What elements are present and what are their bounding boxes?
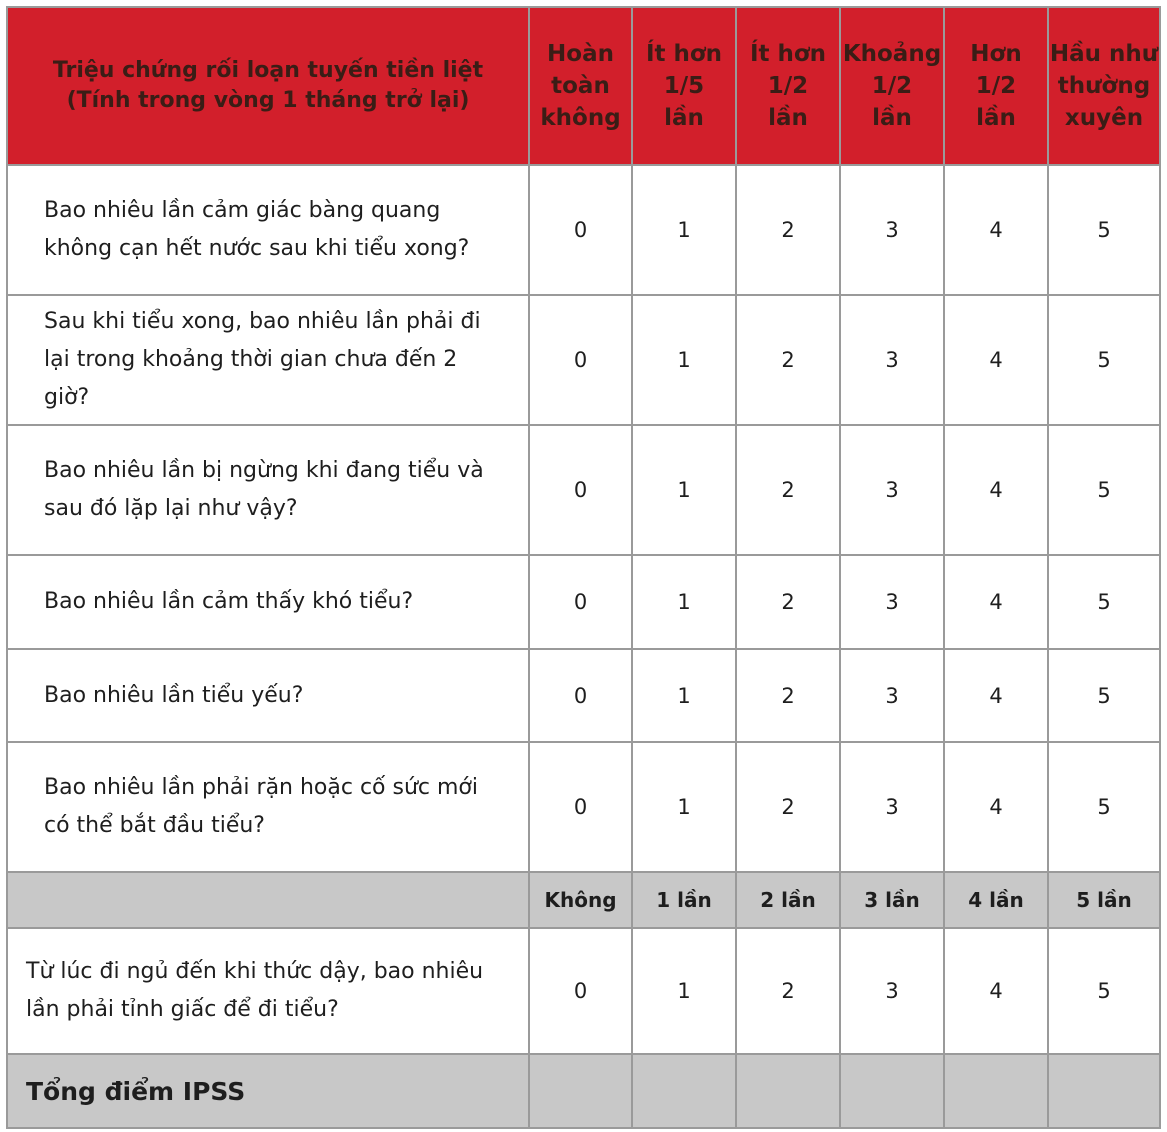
question-text-5: Bao nhiêu lần tiểu yếu? [7,649,529,742]
total-score-label: Tổng điểm IPSS [7,1054,529,1128]
score-cell: 0 [529,165,632,295]
header-col-1-line-3: lần [664,105,704,131]
question-text-3: Bao nhiêu lần bị ngừng khi đang tiểu và sau đó lặp lại như vậy? [7,425,529,555]
header-col-4 [944,7,1048,165]
score-cell: 5 [1048,295,1160,425]
score-cell: 3 [840,295,944,425]
score-cell: 2 [736,928,840,1054]
header-col-0-line-1: Hoàn [547,41,614,67]
header-col-4-line-2: 1/2 [975,73,1017,99]
header-col-1-line-2: 1/5 [663,73,705,99]
header-col-3-line-3: lần [872,105,912,131]
question-row-6 [7,742,1160,872]
score-cell: 0 [529,742,632,872]
question-text-2: Sau khi tiểu xong, bao nhiêu lần phải đi lại trong khoảng thời gian chưa đến 2 giờ? [7,295,529,425]
question-text-4: Bao nhiêu lần cảm thấy khó tiểu? [7,555,529,649]
subheader-cell: Không [529,872,632,928]
header-col-1 [632,7,736,165]
total-score-cell [840,1054,944,1128]
question-row-1 [7,165,1160,295]
score-cell: 0 [529,555,632,649]
header-col-3 [840,7,944,165]
nocturia-question-text: Từ lúc đi ngủ đến khi thức dậy, bao nhiêu lần phải tỉnh giấc để đi tiểu? [7,928,529,1054]
score-cell: 2 [736,742,840,872]
score-cell: 3 [840,425,944,555]
nocturia-row [7,928,1160,1054]
subheader-cell: 1 lần [632,872,736,928]
question-text-1: Bao nhiêu lần cảm giác bàng quang không cạn hết nước sau khi tiểu xong? [7,165,529,295]
header-col-5-line-3: xuyên [1064,105,1144,131]
header-title-line-1: Triệu chứng rối loạn tuyến tiền liệt [52,58,484,83]
score-cell: 4 [944,295,1048,425]
score-cell: 2 [736,295,840,425]
score-cell: 1 [632,165,736,295]
total-score-cell [632,1054,736,1128]
score-cell: 4 [944,649,1048,742]
header-col-1-line-1: Ít hơn [645,41,723,67]
header-title [7,7,529,165]
header-col-5-line-2: thường [1057,73,1151,99]
subheader-cell: 5 lần [1048,872,1160,928]
header-col-2-line-3: lần [768,105,808,131]
total-score-cell [736,1054,840,1128]
score-cell: 1 [632,742,736,872]
ipss-table-container [6,6,1161,1129]
question-row-2 [7,295,1160,425]
score-cell: 5 [1048,928,1160,1054]
total-score-cell [529,1054,632,1128]
score-cell: 0 [529,425,632,555]
score-cell: 2 [736,425,840,555]
header-col-0 [529,7,632,165]
score-cell: 1 [632,649,736,742]
score-cell: 3 [840,165,944,295]
score-cell: 0 [529,295,632,425]
score-cell: 5 [1048,165,1160,295]
score-cell: 0 [529,928,632,1054]
subheader-cell: 3 lần [840,872,944,928]
score-cell: 4 [944,425,1048,555]
score-cell: 3 [840,928,944,1054]
header-col-2-line-2: 1/2 [767,73,809,99]
header-col-0-line-3: không [540,105,621,131]
header-col-2 [736,7,840,165]
ipss-table [6,6,1161,1129]
header-col-5-line-1: Hầu như [1049,41,1159,67]
total-score-row [7,1054,1160,1128]
total-score-cell [944,1054,1048,1128]
question-text-6: Bao nhiêu lần phải rặn hoặc cố sức mới có thể bắt đầu tiểu? [7,742,529,872]
score-cell: 5 [1048,555,1160,649]
question-row-3 [7,425,1160,555]
score-cell: 1 [632,425,736,555]
score-cell: 3 [840,742,944,872]
total-score-cell [1048,1054,1160,1128]
score-cell: 4 [944,742,1048,872]
score-cell: 5 [1048,649,1160,742]
header-title-line-2: (Tính trong vòng 1 tháng trở lại) [66,88,470,113]
score-cell: 1 [632,555,736,649]
header-col-5 [1048,7,1160,165]
subheader-empty-cell [7,872,529,928]
header-col-4-line-3: lần [976,105,1016,131]
header-col-2-line-1: Ít hơn [749,41,827,67]
score-cell: 2 [736,649,840,742]
score-cell: 5 [1048,742,1160,872]
score-cell: 5 [1048,425,1160,555]
subheader-cell: 2 lần [736,872,840,928]
score-cell: 4 [944,555,1048,649]
score-cell: 3 [840,649,944,742]
score-cell: 1 [632,295,736,425]
score-cell: 4 [944,165,1048,295]
question-row-4 [7,555,1160,649]
header-col-4-line-1: Hơn [970,41,1022,67]
frequency-subheader-row [7,872,1160,928]
question-row-5 [7,649,1160,742]
header-col-3-line-1: Khoảng [842,41,942,67]
header-row [7,7,1160,165]
header-col-3-line-2: 1/2 [871,73,913,99]
score-cell: 0 [529,649,632,742]
score-cell: 1 [632,928,736,1054]
score-cell: 4 [944,928,1048,1054]
score-cell: 3 [840,555,944,649]
score-cell: 2 [736,555,840,649]
score-cell: 2 [736,165,840,295]
header-col-0-line-2: toàn [551,73,610,99]
subheader-cell: 4 lần [944,872,1048,928]
